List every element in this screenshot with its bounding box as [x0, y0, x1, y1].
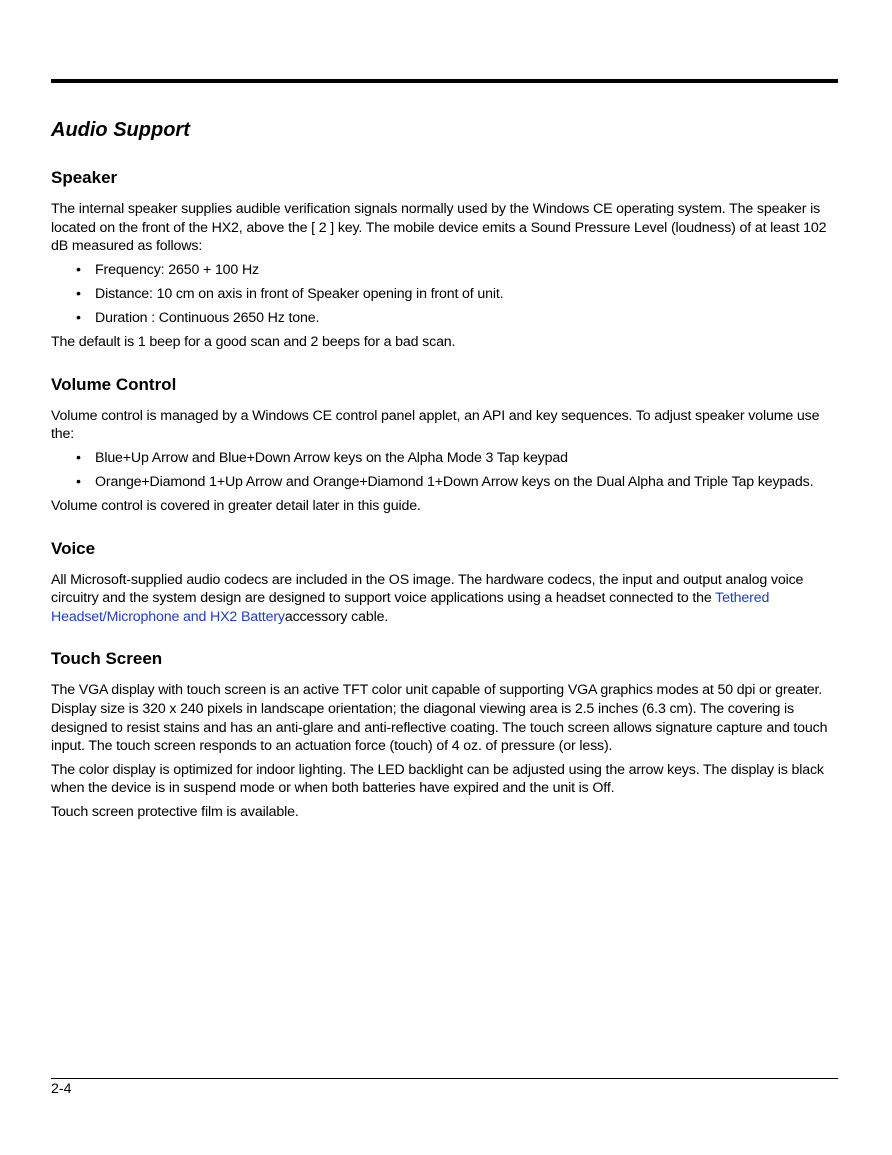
tethered-headset-link[interactable]: Tethered Headset/Microphone and HX2 Battery	[51, 590, 770, 625]
footer-rule	[51, 1078, 838, 1079]
volume-heading: Volume Control	[51, 374, 177, 394]
touch-paragraph-1: The VGA display with touch screen is an active TFT color unit capable of supporting VGA graphics modes at 50 dpi or greater. Display size is 320 x 240 pixels in landscape orientation; the diagonal viewing area is 2.5 inches (6.3 cm). The covering is designed to resist stains and has an anti-glare and anti-reflective coating. The touch screen allows signature capture and touch input. The touch screen responds to an actuation force (touch) of 4 oz. of pressure (or less).	[51, 682, 828, 755]
list-item: • Duration : Continuous 2650 Hz tone.	[76, 309, 320, 326]
speaker-bullet-list	[51, 261, 841, 328]
speaker-intro: The internal speaker supplies audible verification signals normally used by the Windows CE operating system. The speaker is located on the front of the HX2, above the [ 2 ] key. The mobile device emits a Sound Pressure Level (loudness) of at least 102 dB measured as follows:	[51, 201, 827, 255]
bullet-icon: •	[76, 473, 81, 490]
page-content	[51, 116, 841, 827]
voice-heading: Voice	[51, 538, 96, 558]
bullet-icon: •	[76, 449, 81, 466]
touch-paragraph-3: Touch screen protective film is available.	[51, 803, 299, 820]
bullet-icon: •	[76, 261, 81, 278]
list-item: • Distance: 10 cm on axis in front of Speaker opening in front of unit.	[76, 285, 504, 302]
page-title: Audio Support	[51, 119, 190, 141]
header-rule	[51, 79, 838, 83]
bullet-icon: •	[76, 309, 81, 326]
volume-outro: Volume control is covered in greater detail later in this guide.	[51, 498, 421, 515]
speaker-outro: The default is 1 beep for a good scan and 2 beeps for a bad scan.	[51, 334, 456, 351]
page-number: 2-4	[51, 1081, 72, 1097]
touch-paragraph-2: The color display is optimized for indoor lighting. The LED backlight can be adjusted using the arrow keys. The display is black when the device is in suspend mode or when both batteries have expired and the unit is Off.	[51, 761, 824, 797]
voice-paragraph: All Microsoft-supplied audio codecs are included in the OS image. The hardware codecs, the input and output analog voice circuitry and the system design are designed to support voice applications using a headset connected to the Tethered Headset/Microphone and HX2 Batteryaccessory cable.	[51, 571, 804, 625]
voice-section	[51, 537, 841, 627]
list-item: • Orange+Diamond 1+Up Arrow and Orange+Diamond 1+Down Arrow keys on the Dual Alpha and Triple Tap keypads.	[76, 473, 814, 490]
list-item: • Frequency: 2650 + 100 Hz	[76, 261, 259, 278]
volume-intro: Volume control is managed by a Windows CE control panel applet, an API and key sequences. To adjust speaker volume use the:	[51, 407, 820, 443]
list-item: • Blue+Up Arrow and Blue+Down Arrow keys on the Alpha Mode 3 Tap keypad	[76, 449, 568, 466]
speaker-section	[51, 166, 841, 352]
volume-section	[51, 373, 841, 516]
touch-heading: Touch Screen	[51, 649, 163, 669]
volume-bullet-list	[51, 449, 841, 492]
touch-section	[51, 647, 841, 821]
bullet-icon: •	[76, 285, 81, 302]
speaker-heading: Speaker	[51, 168, 118, 187]
